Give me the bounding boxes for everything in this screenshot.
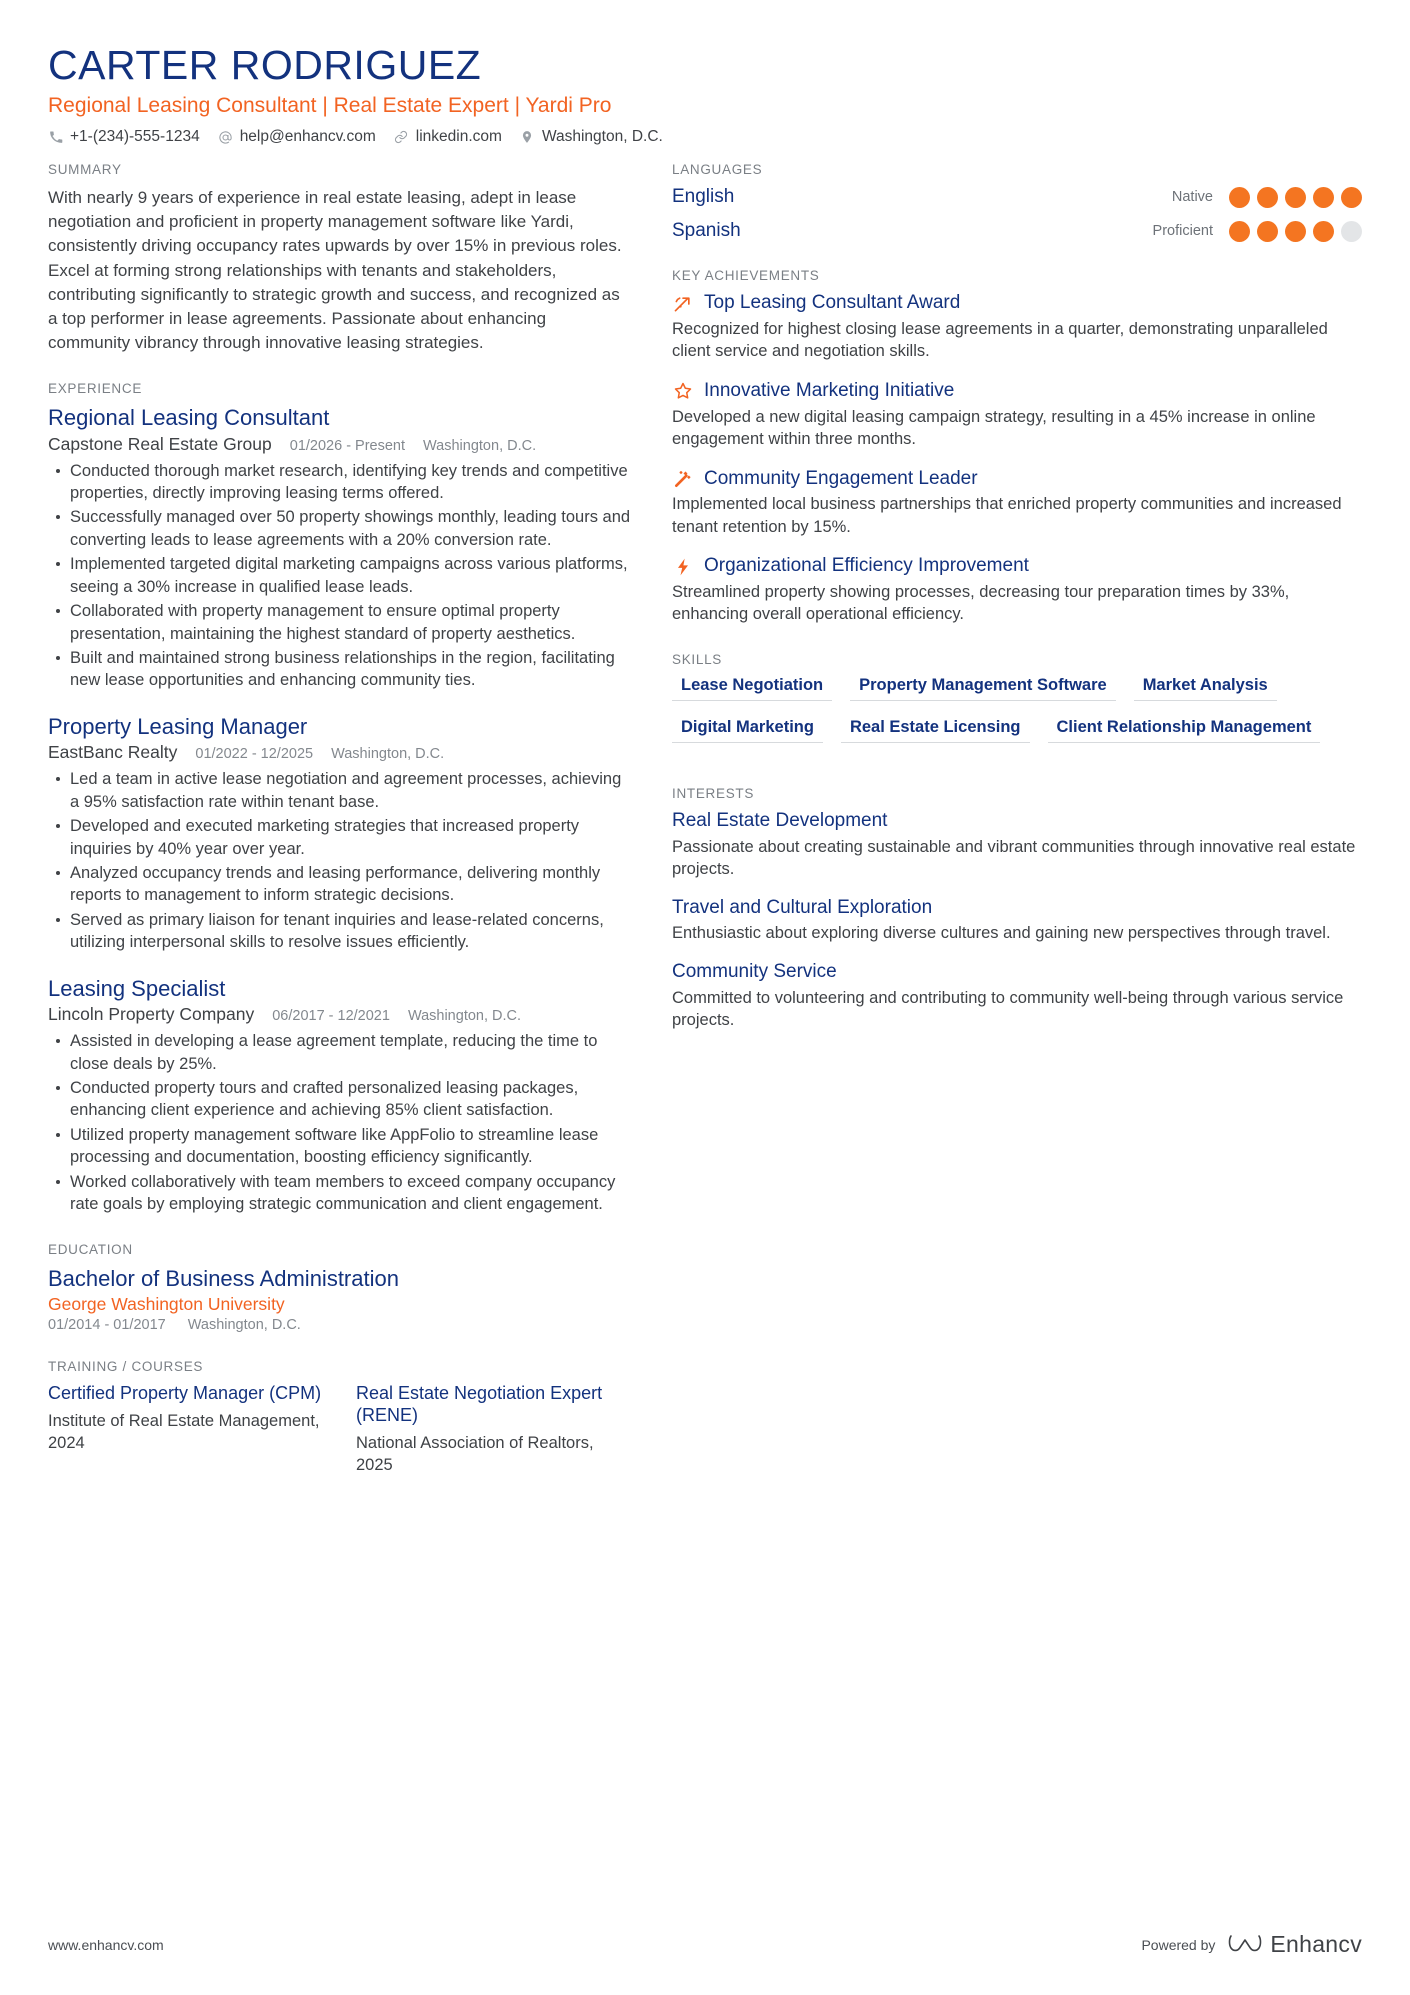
job-location: Washington, D.C. [423, 437, 537, 454]
training-title: Certified Property Manager (CPM) [48, 1383, 322, 1404]
job-title: Property Leasing Manager [48, 713, 308, 739]
job-meta [48, 434, 632, 455]
language-level: Native [1171, 189, 1213, 206]
interests-section [672, 786, 1362, 1032]
contact-link[interactable] [394, 128, 502, 146]
phone-icon [48, 130, 63, 145]
training-item [48, 1383, 324, 1477]
rating-dot-filled [1229, 187, 1250, 208]
footer-branding [1141, 1930, 1362, 1959]
contact-location[interactable] [520, 128, 663, 146]
job-bullets [48, 1030, 632, 1216]
achievement-head [672, 468, 1362, 491]
magic-wand-icon [672, 468, 693, 489]
achievement-item [672, 468, 1362, 539]
contact-email[interactable] [218, 128, 376, 146]
contact-phone-text: +1-(234)-555-1234 [70, 128, 200, 146]
achievement-description: Developed a new digital leasing campaign strategy, resulting in a 45% increase in online engagement within three months. [672, 407, 1316, 449]
job-location: Washington, D.C. [407, 1008, 522, 1025]
lightning-bolt-icon [672, 556, 693, 577]
skill-tag: Market Analysis [1134, 676, 1277, 701]
location-pin-icon [520, 130, 535, 145]
interest-title: Community Service [672, 960, 837, 982]
achievement-description: Streamlined property showing processes, decreasing tour preparation times by 33%, enhancing overall operational efficiency. [672, 583, 1290, 624]
interests-section-label: INTERESTS [672, 785, 755, 801]
achievement-item [672, 380, 1362, 451]
link-icon [394, 130, 409, 145]
job-bullet: Conducted property tours and crafted personalized leasing packages, enhancing client experience and achieving 85% client satisfaction. [70, 1077, 632, 1122]
interest-item [672, 810, 1362, 881]
footer-url[interactable]: www.enhancv.com [48, 1936, 164, 1953]
training-item [356, 1383, 632, 1477]
job-bullet: Built and maintained strong business relationships in the region, facilitating new lease opportunities and enhancing community ties. [70, 647, 632, 692]
job-company: EastBanc Realty [48, 742, 178, 763]
job-bullet: Assisted in developing a lease agreement template, reducing the time to close deals by 25%. [70, 1030, 632, 1075]
job-bullets [48, 768, 632, 954]
job-title: Regional Leasing Consultant [48, 405, 330, 431]
job-bullet: Served as primary liaison for tenant inquiries and lease-related concerns, utilizing interpersonal skills to resolve issues efficiently. [70, 909, 632, 954]
job-meta [48, 1004, 632, 1025]
at-sign-icon [218, 130, 233, 145]
contact-phone[interactable] [48, 128, 200, 146]
training-subtitle: National Association of Realtors, 2025 [356, 1433, 594, 1474]
enhancv-logo-icon [1228, 1930, 1262, 1959]
education-meta [48, 1317, 632, 1333]
language-name: English [672, 186, 735, 208]
job-bullet: Utilized property management software like AppFolio to streamline lease processing and documentation, boosting efficiency significantly. [70, 1124, 632, 1169]
interest-title: Real Estate Development [672, 809, 888, 831]
achievement-head [672, 380, 1362, 403]
achievements-section [672, 268, 1362, 626]
rocket-arrow-icon [672, 293, 693, 314]
achievement-title: Organizational Efficiency Improvement [704, 555, 1029, 577]
achievement-head [672, 555, 1362, 578]
skill-tag: Property Management Software [850, 676, 1116, 701]
contact-location-text: Washington, D.C. [541, 128, 663, 146]
contact-email-text: help@enhancv.com [239, 128, 376, 146]
summary-section [48, 162, 632, 355]
rating-dot-filled [1313, 187, 1334, 208]
job-dates: 01/2022 - 12/2025 [195, 746, 314, 763]
experience-item [48, 976, 632, 1216]
job-meta [48, 742, 632, 763]
education-section [48, 1242, 632, 1333]
rating-dot-filled [1257, 187, 1278, 208]
interest-item [672, 961, 1362, 1032]
job-location: Washington, D.C. [331, 746, 445, 763]
interest-item [672, 897, 1362, 945]
language-item [672, 220, 1362, 242]
candidate-name: CARTER RODRIGUEZ [48, 42, 482, 88]
interest-description: Enthusiastic about exploring diverse cultures and gaining new perspectives through travel. [672, 924, 1331, 943]
job-bullet: Collaborated with property management to ensure optimal property presentation, maintaining the highest standard of property aesthetics. [70, 600, 632, 645]
achievement-description: Implemented local business partnerships that enriched property communities and increased tenant retention by 15%. [672, 495, 1342, 536]
languages-section [672, 162, 1362, 242]
training-subtitle: Institute of Real Estate Management, 2024 [48, 1412, 320, 1452]
training-section [48, 1359, 632, 1477]
skills-section [672, 652, 1362, 760]
training-section-label: TRAINING / COURSES [48, 1359, 204, 1375]
skills-list [672, 676, 1362, 760]
languages-section-label: LANGUAGES [672, 162, 763, 178]
resume-header [48, 44, 1362, 146]
interest-title: Travel and Cultural Exploration [672, 896, 933, 918]
skill-tag: Client Relationship Management [1048, 718, 1321, 743]
job-bullet: Implemented targeted digital marketing campaigns across various platforms, seeing a 30% increase in qualified lease leads. [70, 553, 632, 598]
skill-tag: Lease Negotiation [672, 676, 832, 701]
education-location: Washington, D.C. [187, 1317, 301, 1334]
left-column [48, 162, 672, 1503]
contact-link-text: linkedin.com [415, 128, 502, 146]
contact-list [48, 128, 1362, 146]
rating-dot-filled [1229, 221, 1250, 242]
job-dates: 06/2017 - 12/2021 [272, 1008, 390, 1025]
rating-dot-filled [1257, 221, 1278, 242]
achievement-description: Recognized for highest closing lease agreements in a quarter, demonstrating unparalleled client service and negotiation skills. [672, 320, 1328, 361]
training-grid [48, 1383, 632, 1477]
education-dates: 01/2014 - 01/2017 [48, 1317, 166, 1334]
achievement-title: Community Engagement Leader [704, 467, 978, 489]
interest-description: Committed to volunteering and contributing to community well-being through various service projects. [672, 988, 1344, 1030]
education-degree: Bachelor of Business Administration [48, 1265, 399, 1291]
achievement-item [672, 555, 1362, 626]
enhancv-brand-name: Enhancv [1270, 1931, 1362, 1957]
education-school: George Washington University [48, 1294, 285, 1315]
language-rating-dots [1229, 221, 1362, 242]
summary-text: With nearly 9 years of experience in real estate leasing, adept in lease negotiation and proficient in property management software like Yardi, consistently driving occupancy rates upwards by over 15% in previous roles. Excel at forming strong relationships with tenants and stakeholders, contributing significantly to strategic growth and success, and recognized as a top performer in lease agreements. Passionate about enhancing community vibrancy through innovative leasing strategies. [48, 188, 622, 352]
interest-description: Passionate about creating sustainable and vibrant communities through innovative real estate projects. [672, 837, 1356, 879]
job-bullet: Led a team in active lease negotiation and agreement processes, achieving a 95% satisfaction rate within tenant base. [70, 768, 632, 813]
achievement-title: Top Leasing Consultant Award [704, 292, 961, 314]
job-bullet: Analyzed occupancy trends and leasing performance, delivering monthly reports to management to inform strategic decisions. [70, 862, 632, 907]
rating-dot-filled [1341, 187, 1362, 208]
training-title: Real Estate Negotiation Expert (RENE) [356, 1383, 603, 1425]
job-company: Lincoln Property Company [48, 1004, 255, 1025]
rating-dot-filled [1285, 187, 1306, 208]
language-name: Spanish [672, 220, 741, 242]
star-icon [672, 381, 693, 402]
skill-tag: Digital Marketing [672, 718, 823, 743]
experience-item [48, 714, 632, 954]
skill-tag: Real Estate Licensing [841, 718, 1030, 743]
enhancv-brand [1228, 1930, 1362, 1959]
job-bullet: Conducted thorough market research, identifying key trends and competitive properties, directly improving leasing terms offered. [70, 460, 632, 505]
achievement-head [672, 292, 1362, 315]
job-title: Leasing Specialist [48, 975, 226, 1001]
job-bullet: Worked collaboratively with team members to exceed company occupancy rate goals by employing strategic communication and client engagement. [70, 1171, 632, 1216]
rating-dot-filled [1285, 221, 1306, 242]
job-bullet: Developed and executed marketing strategies that increased property inquiries by 40% year over year. [70, 815, 632, 860]
achievement-item [672, 292, 1362, 363]
language-rating-dots [1229, 187, 1362, 208]
experience-section-label: EXPERIENCE [48, 381, 143, 397]
job-dates: 01/2026 - Present [289, 437, 406, 454]
powered-by-label: Powered by [1141, 1936, 1216, 1953]
job-company: Capstone Real Estate Group [48, 433, 272, 454]
achievements-section-label: KEY ACHIEVEMENTS [672, 268, 820, 284]
language-item [672, 186, 1362, 208]
candidate-headline: Regional Leasing Consultant | Real Estate Expert | Yardi Pro [48, 94, 612, 118]
job-bullets [48, 460, 632, 692]
skills-section-label: SKILLS [672, 651, 722, 667]
education-section-label: EDUCATION [48, 1241, 133, 1257]
right-column [672, 162, 1362, 1057]
achievement-title: Innovative Marketing Initiative [704, 379, 955, 401]
page-footer [48, 1930, 1362, 1959]
rating-dot-filled [1313, 221, 1334, 242]
job-bullet: Successfully managed over 50 property showings monthly, leading tours and converting leads to lease agreements with a 20% conversion rate. [70, 506, 632, 551]
experience-item [48, 405, 632, 692]
summary-section-label: SUMMARY [48, 162, 122, 178]
rating-dot-empty [1341, 221, 1362, 242]
language-level: Proficient [1152, 223, 1213, 240]
experience-section [48, 381, 632, 1216]
